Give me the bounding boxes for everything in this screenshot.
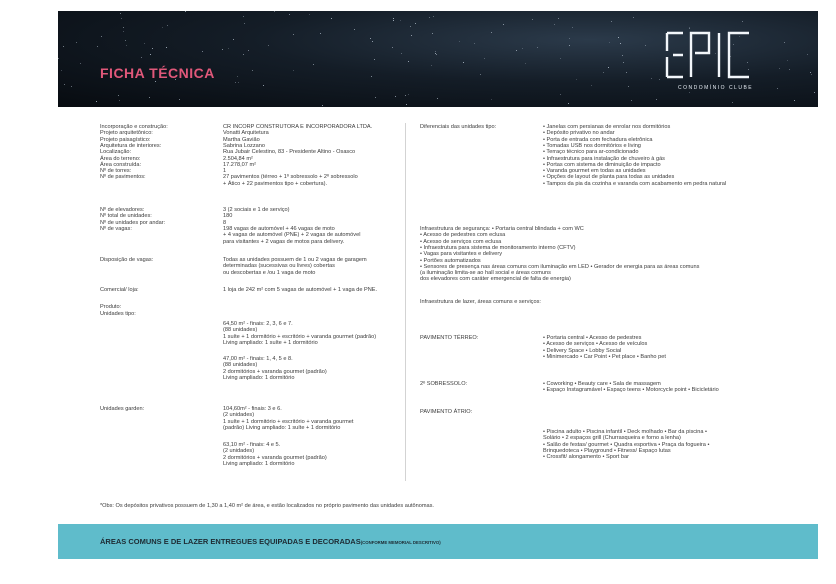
spec-label: 2º SOBRESSOLO:: [420, 381, 468, 387]
spec-value: 1 loja de 242 m² com 5 vagas de automóvel + 1 vaga de PNE.: [223, 287, 378, 293]
feature-item: • Opções de layout de planta para todas as unidades: [543, 174, 675, 181]
security-item: dos elevadores com caráter emergencial de falta de energia): [420, 276, 571, 283]
star-decoration: [268, 45, 269, 46]
star-decoration: [309, 14, 310, 15]
garden-unit-line: (2 unidades): [223, 448, 255, 455]
spec-label: Nº de vagas:: [100, 225, 132, 232]
spec-value: Sabrina Lozzano: [223, 142, 265, 149]
spec-value: 180: [223, 213, 233, 220]
spec-value: 198 vagas de automóvel + 46 vagas de moto: [223, 225, 335, 232]
logo-subtitle: CONDOMÍNIO CLUBE: [678, 85, 754, 91]
star-decoration: [64, 84, 65, 85]
spec-label: Nº de unidades por andar:: [100, 219, 166, 226]
star-decoration: [393, 20, 394, 21]
garden-unit-line: 104,60m² - finais: 3 e 6.: [223, 406, 282, 412]
star-decoration: [144, 43, 145, 44]
star-decoration: [405, 95, 406, 96]
star-decoration: [480, 74, 481, 75]
unit-type-line: Living ampliado: 1 dormitório: [223, 374, 295, 381]
spec-label: Área do terreno:: [100, 155, 141, 162]
star-decoration: [118, 95, 119, 96]
spec-label: Projeto paisagístico:: [100, 136, 151, 143]
star-decoration: [623, 62, 624, 63]
spec-value: ou descobertas e /ou 1 vaga de moto: [223, 269, 316, 276]
garden-unit-line: 1 suíte + 1 dormitório + escritório + varanda gourmet: [223, 418, 354, 425]
feature-item: • Tomadas USB nos dormitórios e living: [543, 142, 641, 149]
spec-value: CR INCORP CONSTRUTORA E INCORPORADORA LTDA.: [223, 124, 373, 130]
star-decoration: [811, 74, 812, 75]
spec-label: PAVIMENTO ÁTRIO:: [420, 409, 473, 415]
star-decoration: [320, 33, 321, 34]
star-decoration: [560, 94, 561, 95]
star-decoration: [222, 49, 223, 50]
spec-label: Nº total de unidades:: [100, 213, 152, 220]
footnote: *Obs: Os depósitos privativos possuem de 1,30 a 1,40 m² de área, e estão localizados no próprio pavimento das unidades autônomas.: [100, 503, 434, 509]
spec-label: Arquitetura de interiores:: [100, 142, 162, 149]
unit-type-line: 64,50 m² - finais: 2, 3, 6 e 7.: [223, 321, 293, 327]
security-item: • Portões automatizados: [420, 257, 481, 264]
star-decoration: [76, 42, 77, 43]
star-decoration: [63, 46, 64, 47]
amenity-item: • Coworking • Beauty care • Sala de massagem: [543, 381, 661, 387]
spec-value: 3 (2 sociais e 1 de serviço): [223, 207, 290, 213]
spec-value: Vonatti Arquitetura: [223, 130, 269, 137]
star-decoration: [603, 72, 604, 73]
star-decoration: [237, 76, 238, 77]
star-decoration: [248, 50, 249, 51]
star-decoration: [522, 48, 523, 49]
star-decoration: [152, 48, 153, 49]
feature-item: • Terraço técnico para ar-condicionado: [543, 149, 639, 156]
star-decoration: [313, 64, 314, 65]
star-decoration: [354, 29, 355, 30]
star-decoration: [123, 27, 124, 28]
security-item: • Sensores de presença nas áreas comuns com iluminação em LED • Gerador de energia para as áreas comuns: [420, 263, 700, 270]
star-decoration: [374, 59, 375, 60]
star-decoration: [370, 38, 371, 39]
feature-item: • Tampos da pia da cozinha e varanda com acabamento em pedra natural: [543, 180, 727, 187]
star-decoration: [395, 96, 396, 97]
star-decoration: [437, 98, 438, 99]
star-decoration: [568, 103, 569, 104]
star-decoration: [436, 54, 437, 55]
star-decoration: [628, 86, 629, 87]
star-decoration: [433, 16, 434, 17]
star-decoration: [228, 48, 229, 49]
star-decoration: [71, 86, 72, 87]
garden-unit-line: (2 unidades): [223, 412, 255, 419]
spec-value: Martha Gavião: [223, 136, 260, 143]
unit-type-line: 1 suíte + 1 dormitório + escritório + varanda gourmet (padrão): [223, 333, 377, 340]
star-decoration: [293, 34, 294, 35]
feature-item: • Janelas com persianas de enrolar nos dormitórios: [543, 124, 671, 130]
star-decoration: [560, 58, 561, 59]
star-decoration: [432, 33, 433, 34]
star-decoration: [789, 69, 790, 70]
star-decoration: [532, 19, 533, 20]
epic-logo-icon: [665, 31, 755, 81]
star-decoration: [810, 72, 811, 73]
star-decoration: [656, 99, 657, 100]
star-decoration: [689, 92, 690, 93]
star-decoration: [576, 79, 577, 80]
star-decoration: [150, 54, 151, 55]
amenity-item: Brinquedoteca • Playground • Fitness/ Espaço lutas: [543, 447, 671, 454]
amenity-item: • Salão de festas/ gourmet • Quadra esportiva • Praça da fogueira •: [543, 441, 710, 448]
unit-type-line: (88 unidades): [223, 362, 258, 369]
star-decoration: [372, 41, 373, 42]
star-decoration: [732, 102, 733, 103]
star-decoration: [651, 78, 652, 79]
star-decoration: [415, 23, 416, 24]
feature-item: • Depósito privativo no andar: [543, 130, 615, 137]
star-decoration: [784, 42, 785, 43]
spec-value: para visitantes + 2 vagas de motos para delivery.: [223, 238, 345, 245]
star-decoration: [162, 27, 163, 28]
security-item: • Infraestrutura para sistema de monitoramento interno (CFTV): [420, 244, 576, 251]
star-decoration: [126, 45, 127, 46]
star-decoration: [202, 51, 203, 52]
footer-bar-title: [100, 537, 441, 546]
amenity-item: • Acesso de serviços • Acesso de veículos: [543, 341, 648, 348]
star-decoration: [609, 42, 610, 43]
star-decoration: [620, 43, 621, 44]
star-decoration: [410, 26, 411, 27]
spec-value: 1: [223, 168, 227, 175]
amenity-item: • Minimercado • Car Point • Pet place • Banho pet: [543, 353, 666, 360]
star-decoration: [392, 47, 393, 48]
star-decoration: [238, 82, 239, 83]
spec-label: Infraestrutura de lazer, áreas comuns e serviços:: [420, 299, 541, 305]
page-title: FICHA TÉCNICA: [100, 65, 215, 81]
star-decoration: [474, 43, 475, 44]
star-decoration: [491, 32, 492, 33]
star-decoration: [125, 40, 126, 41]
garden-unit-line: (padrão) Living ampliado: 1 suíte + 1 dormitório: [223, 424, 341, 431]
amenity-item: • Delivery Space • Lobby Social: [543, 347, 622, 354]
star-decoration: [121, 18, 122, 19]
security-item: (a iluminação limita-se ao hall social e áreas comuns: [420, 270, 551, 277]
star-decoration: [293, 70, 294, 71]
star-decoration: [371, 76, 372, 77]
unit-type-line: Living ampliado: 1 suíte + 1 dormitório: [223, 339, 318, 346]
star-decoration: [622, 55, 623, 56]
spec-label: Produto:: [100, 304, 122, 310]
garden-unit-line: 2 dormitórios + varanda gourmet (padrão): [223, 454, 327, 461]
star-decoration: [569, 38, 570, 39]
feature-item: • Infraestrutura para instalação de chuveiro à gás: [543, 155, 665, 162]
star-decoration: [179, 99, 180, 100]
star-decoration: [633, 17, 634, 18]
star-decoration: [435, 51, 436, 52]
spec-value: determinadas (sucessivas ou livres) cobertas: [223, 263, 335, 270]
star-decoration: [120, 13, 121, 14]
spec-label: Área construída:: [100, 161, 142, 168]
spec-label: Nº de pavimentos:: [100, 174, 146, 181]
amenity-item: • Piscina adulto • Piscina infantil • Deck molhado • Bar da piscina •: [543, 429, 708, 435]
spec-label: Localização:: [100, 149, 132, 156]
star-decoration: [503, 24, 504, 25]
star-decoration: [787, 60, 788, 61]
star-decoration: [554, 24, 555, 25]
spec-value: 27 pavimentos (térreo + 1º sobressolo + 2º sobressolo: [223, 174, 358, 181]
spec-label: Unidades tipo:: [100, 311, 136, 317]
star-decoration: [252, 70, 253, 71]
star-decoration: [80, 63, 81, 64]
star-decoration: [814, 92, 815, 93]
star-decoration: [807, 54, 808, 55]
star-decoration: [119, 100, 120, 101]
star-decoration: [569, 45, 570, 46]
star-decoration: [459, 41, 460, 42]
star-decoration: [618, 37, 619, 38]
star-decoration: [608, 67, 609, 68]
star-decoration: [244, 23, 245, 24]
garden-unit-line: 63,10 m² - finais: 4 e 5.: [223, 442, 281, 448]
star-decoration: [645, 45, 646, 46]
spec-value: + 4 vagas de automóvel (PNE) + 2 vagas de automóvel: [223, 232, 361, 239]
spec-value: 8: [223, 219, 227, 226]
star-decoration: [659, 79, 660, 80]
star-decoration: [779, 68, 780, 69]
star-decoration: [233, 39, 234, 40]
spec-label: Incorporação e construção:: [100, 124, 168, 130]
star-decoration: [401, 53, 402, 54]
star-decoration: [631, 100, 632, 101]
spec-label: Unidades garden:: [100, 406, 145, 412]
star-decoration: [243, 54, 244, 55]
star-decoration: [58, 58, 59, 59]
spec-label: Comercial/ loja:: [100, 287, 139, 293]
star-decoration: [408, 94, 409, 95]
star-decoration: [516, 50, 517, 51]
star-decoration: [141, 57, 142, 58]
star-decoration: [155, 81, 156, 82]
star-decoration: [484, 58, 485, 59]
spec-label: Nº de elevadores:: [100, 207, 145, 213]
star-decoration: [611, 21, 612, 22]
security-item: • Acesso de pedestres com eclusa: [420, 232, 506, 239]
garden-unit-line: Living ampliado: 1 dormitório: [223, 460, 295, 467]
star-decoration: [537, 47, 538, 48]
spec-value: Rua Jubair Celestino, 83 - Presidente Altino - Osasco: [223, 149, 356, 156]
star-decoration: [591, 85, 592, 86]
star-decoration: [322, 105, 323, 106]
star-decoration: [149, 97, 150, 98]
star-decoration: [96, 101, 97, 102]
amenity-item: Solário • 2 espaços grill (Churrasqueira e forno a lenha): [543, 435, 681, 442]
star-decoration: [408, 61, 409, 62]
amenity-item: • Portaria central • Acesso de pedestres: [543, 335, 642, 341]
feature-item: • Portas com sistema de diminuição de impacto: [543, 161, 661, 168]
column-divider: [405, 123, 406, 481]
star-decoration: [431, 65, 432, 66]
spec-value: 2.504,84 m²: [223, 155, 253, 162]
star-decoration: [406, 104, 407, 105]
star-decoration: [525, 63, 526, 64]
star-decoration: [61, 70, 62, 71]
unit-type-line: 2 dormitórios + varanda gourmet (padrão): [223, 368, 327, 375]
footer-bar-subtitle: (CONFORME MEMORIAL DESCRITIVO): [360, 540, 441, 545]
star-decoration: [235, 82, 236, 83]
star-decoration: [463, 62, 464, 63]
star-decoration: [185, 11, 186, 12]
star-decoration: [626, 72, 627, 73]
footer-bar-title-text: ÁREAS COMUNS E DE LAZER ENTREGUES EQUIPADAS E DECORADAS: [100, 537, 361, 546]
footer-bar: [58, 524, 818, 559]
star-decoration: [411, 35, 412, 36]
star-decoration: [243, 16, 244, 17]
spec-label: Diferenciais das unidades tipo:: [420, 124, 497, 130]
star-decoration: [97, 46, 98, 47]
star-decoration: [289, 14, 290, 15]
spec-value: Todas as unidades possuem de 1 ou 2 vagas de garagem: [223, 257, 367, 263]
star-decoration: [263, 85, 264, 86]
star-decoration: [167, 25, 168, 26]
star-decoration: [274, 11, 275, 12]
spec-label: Nº de torres:: [100, 168, 132, 175]
header-banner: [58, 11, 818, 107]
star-decoration: [689, 28, 690, 29]
star-decoration: [777, 88, 778, 89]
star-decoration: [400, 20, 401, 21]
star-decoration: [166, 47, 167, 48]
unit-type-line: (88 unidades): [223, 327, 258, 334]
spec-value: 17.278,07 m²: [223, 161, 256, 168]
spec-label: Projeto arquitetônico:: [100, 130, 153, 137]
amenity-item: • Espaço Instagramável • Espaço teens • Motorcycle point • Bicicletário: [543, 387, 719, 394]
security-item: • Acesso de serviços com eclusa: [420, 238, 502, 245]
spec-label: PAVIMENTO TÉRREO:: [420, 335, 479, 341]
security-item: • Vagas para visitantes e delivery: [420, 251, 503, 258]
star-decoration: [558, 18, 559, 19]
star-decoration: [742, 21, 743, 22]
spec-value: + Ático + 22 pavimentos tipo + cobertura).: [223, 180, 328, 187]
star-decoration: [101, 36, 102, 37]
spec-label: Disposição de vagas:: [100, 257, 154, 263]
star-decoration: [123, 31, 124, 32]
feature-item: • Varanda gourmet em todas as unidades: [543, 168, 646, 175]
star-decoration: [331, 18, 332, 19]
feature-item: • Porta de entrada com fechadura eletrônica: [543, 136, 653, 143]
star-decoration: [375, 97, 376, 98]
star-decoration: [572, 27, 573, 28]
unit-type-line: 47,00 m² - finais: 1, 4, 5 e 8.: [223, 356, 293, 362]
star-decoration: [491, 99, 492, 100]
security-item: Infraestrutura de segurança: • Portaria central blindada + com WC: [420, 226, 584, 232]
star-decoration: [429, 17, 430, 18]
star-decoration: [794, 100, 795, 101]
amenity-item: • Crossfit/ alongamento • Sport bar: [543, 454, 629, 461]
